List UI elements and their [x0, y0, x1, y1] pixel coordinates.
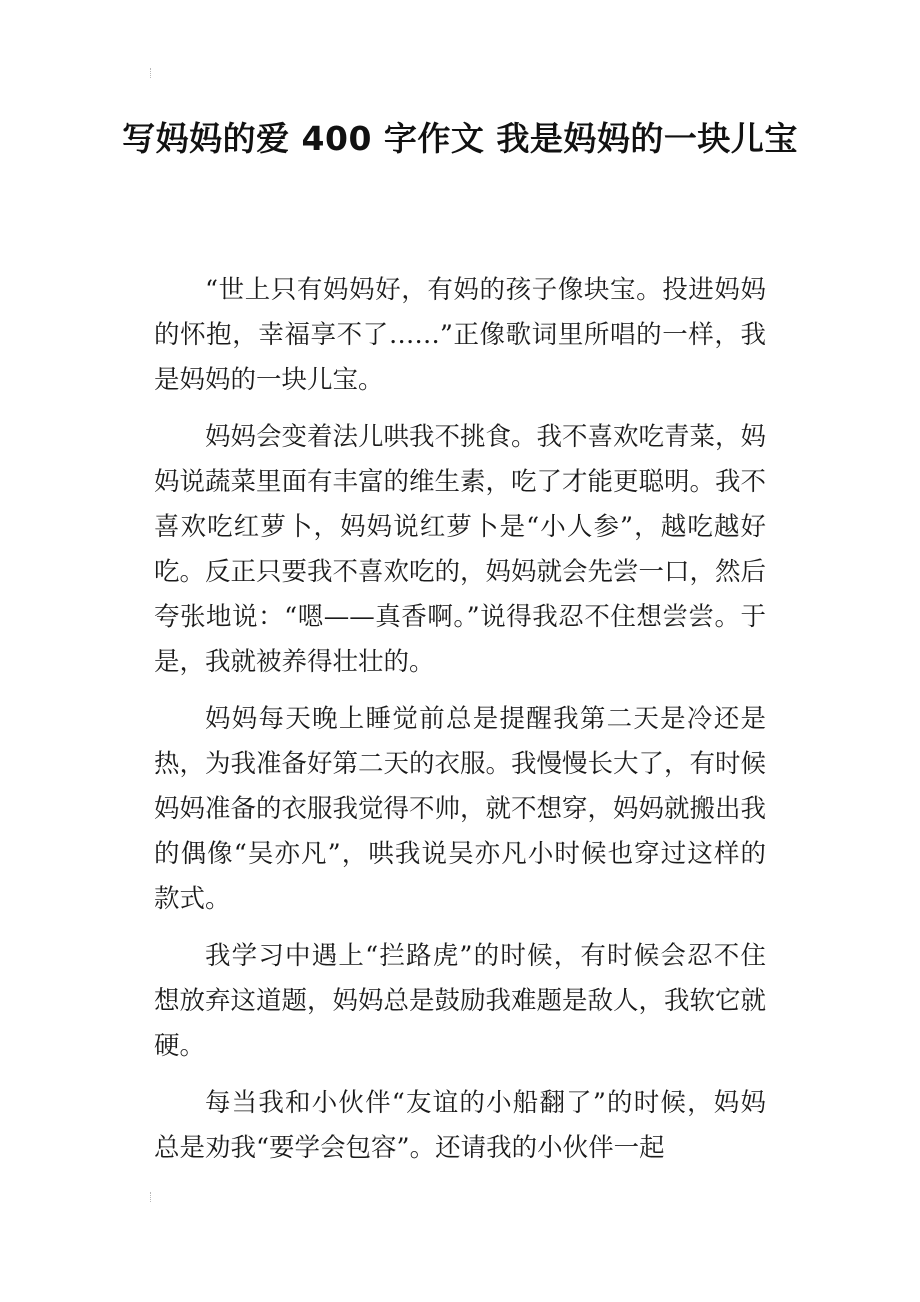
top-corner-mark [150, 68, 157, 78]
bottom-corner-mark [150, 1192, 157, 1202]
paragraph-4: 我学习中遇上“拦路虎”的时候，有时候会忍不住想放弃这道题，妈妈总是鼓励我难题是敌人，我软它就硬。 [154, 941, 767, 1061]
paragraph-2: 妈妈会变着法儿哄我不挑食。我不喜欢吃青菜，妈妈说蔬菜里面有丰富的维生素，吃了才能更聪明。我不喜欢吃红萝卜，妈妈说红萝卜是“小人参”，越吃越好吃。反正只要我不喜欢吃的，妈妈就会先尝一口，然后夸张地说：“嗯——真香啊。”说得我忍不住想尝尝。于是，我就被养得壮壮的。 [154, 422, 767, 677]
paragraph-5: 每当我和小伙伴“友谊的小船翻了”的时候，妈妈总是劝我“要学会包容”。还请我的小伙伴一起 [154, 1088, 766, 1163]
paragraph-3: 妈妈每天晚上睡觉前总是提醒我第二天是冷还是热，为我准备好第二天的衣服。我慢慢长大了，有时候妈妈准备的衣服我觉得不帅，就不想穿，妈妈就搬出我的偶像“吴亦凡”，哄我说吴亦凡小时候也穿过这样的款式。 [154, 704, 767, 914]
document-title: 写妈妈的爱 400 字作文 我是妈妈的一块儿宝 [122, 119, 798, 158]
paragraph-1: “世上只有妈妈好，有妈的孩子像块宝。投进妈妈的怀抱，幸福享不了……”正像歌词里所唱的一样，我是妈妈的一块儿宝。 [154, 275, 766, 395]
document-body [154, 268, 766, 1183]
